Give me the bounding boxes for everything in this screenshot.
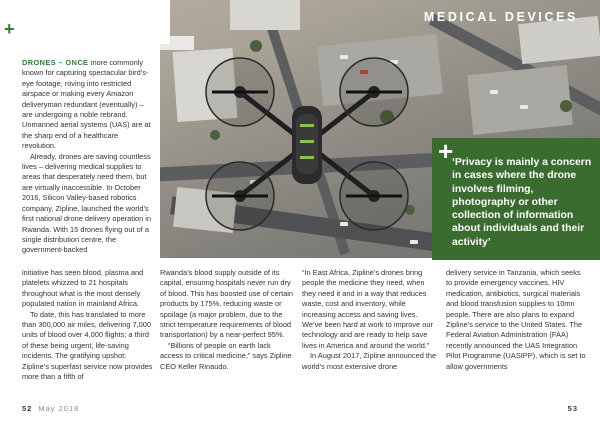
tree — [560, 100, 572, 112]
parking-lot — [467, 65, 573, 135]
article-paragraph: Rwanda’s blood supply outside of its capital, ensuring hospitals never run dry of blood. This has boosted use of certain products by 175%, reducing waste or spoilage (a major problem, due to the strict temperature requirements of blood transportation) by a near-perfect 95%. — [160, 268, 293, 340]
article-column-1-top — [22, 58, 154, 256]
plus-icon: + — [438, 136, 454, 166]
article-column-3 — [302, 268, 438, 372]
plus-icon: + — [4, 19, 15, 39]
article-paragraph: “In East Africa, Zipline’s drones bring people the medicine they need, when they need it and in a way that reduces waste, cost and inventory, while increasing access and saving lives. We’ve been hard at work to improve our technology and are ready to help save lives in America and around the world.” — [302, 268, 433, 350]
issue-date: May 2018 — [38, 404, 80, 413]
page-number-right: 53 — [567, 404, 578, 413]
article-paragraph: Already, drones are saving countless lives – delivering medical supplies to areas that desperately need them, but are virtually inaccessible. In October 2016, Silicon Valley-based robotics company, Zipline, launched the world’s first national drone delivery operation in Rwanda. With 15 drones flying out of a single distribution centre, the government-backed — [22, 151, 152, 255]
section-label: MEDICAL DEVICES — [423, 10, 578, 24]
paragraph-text: more commonly known for capturing spectacular bird’s-eye footage, roving into restricted airspace or making every Amazon deliveryman redundant (eventually) – are undergoing a noble rebrand. Unmanned aerial systems (UAS) are at the sharp end of a healthcare revolution. — [22, 58, 151, 151]
car — [410, 240, 418, 244]
article-column-2 — [160, 268, 294, 372]
car — [490, 90, 498, 94]
article-paragraph: initiative has seen blood, plasma and platelets whizzed to 21 hospitals throughout what is the most densely populated nation in mainland Africa. — [22, 268, 144, 309]
page-number-left: 52 — [22, 404, 33, 413]
article-paragraph: “Billions of people on earth lack access to critical medicine,” says Zipline CEO Keller Rinaudo. — [160, 340, 292, 371]
building-roof — [230, 0, 300, 30]
pull-quote-text: ‘Privacy is mainly a concern in cases where the drone involves filming, photography or other collection of information about individuals and their activity’ — [452, 157, 592, 248]
tree — [250, 40, 262, 52]
pull-quote-box — [432, 138, 600, 260]
article-paragraph: delivery service in Tanzania, which seeks to provide emergency vaccines, HIV medication, antibiotics, surgical materials and blood transfusion supplies to 10mn people. There are also plans to expand Zipline’s service to the United States. The Federal Aviation Administration (FAA) recently announced the UAS Integration Pilot Programme (UASIPP), which is set to allow governments — [446, 268, 586, 371]
lead-in: DRONES – ONCE — [22, 58, 89, 67]
text-panel-notch — [160, 0, 170, 44]
car — [520, 105, 528, 109]
footer-left — [22, 404, 79, 413]
article-paragraph: In August 2017, Zipline announced the world’s most extensive drone — [302, 351, 437, 371]
article-column-1-bottom — [22, 268, 154, 382]
article-paragraph: To date, this has translated to more than 300,000 air miles, delivering 7,000 units of blood over 4,000 flights; a third of these being urgent, life-saving incidents. The gratifying upshot: Zipline’s superfast service now provides more than a fifth of — [22, 309, 153, 382]
article-paragraph — [22, 58, 154, 152]
article-column-4 — [446, 268, 586, 372]
drone-illustration — [192, 54, 422, 234]
